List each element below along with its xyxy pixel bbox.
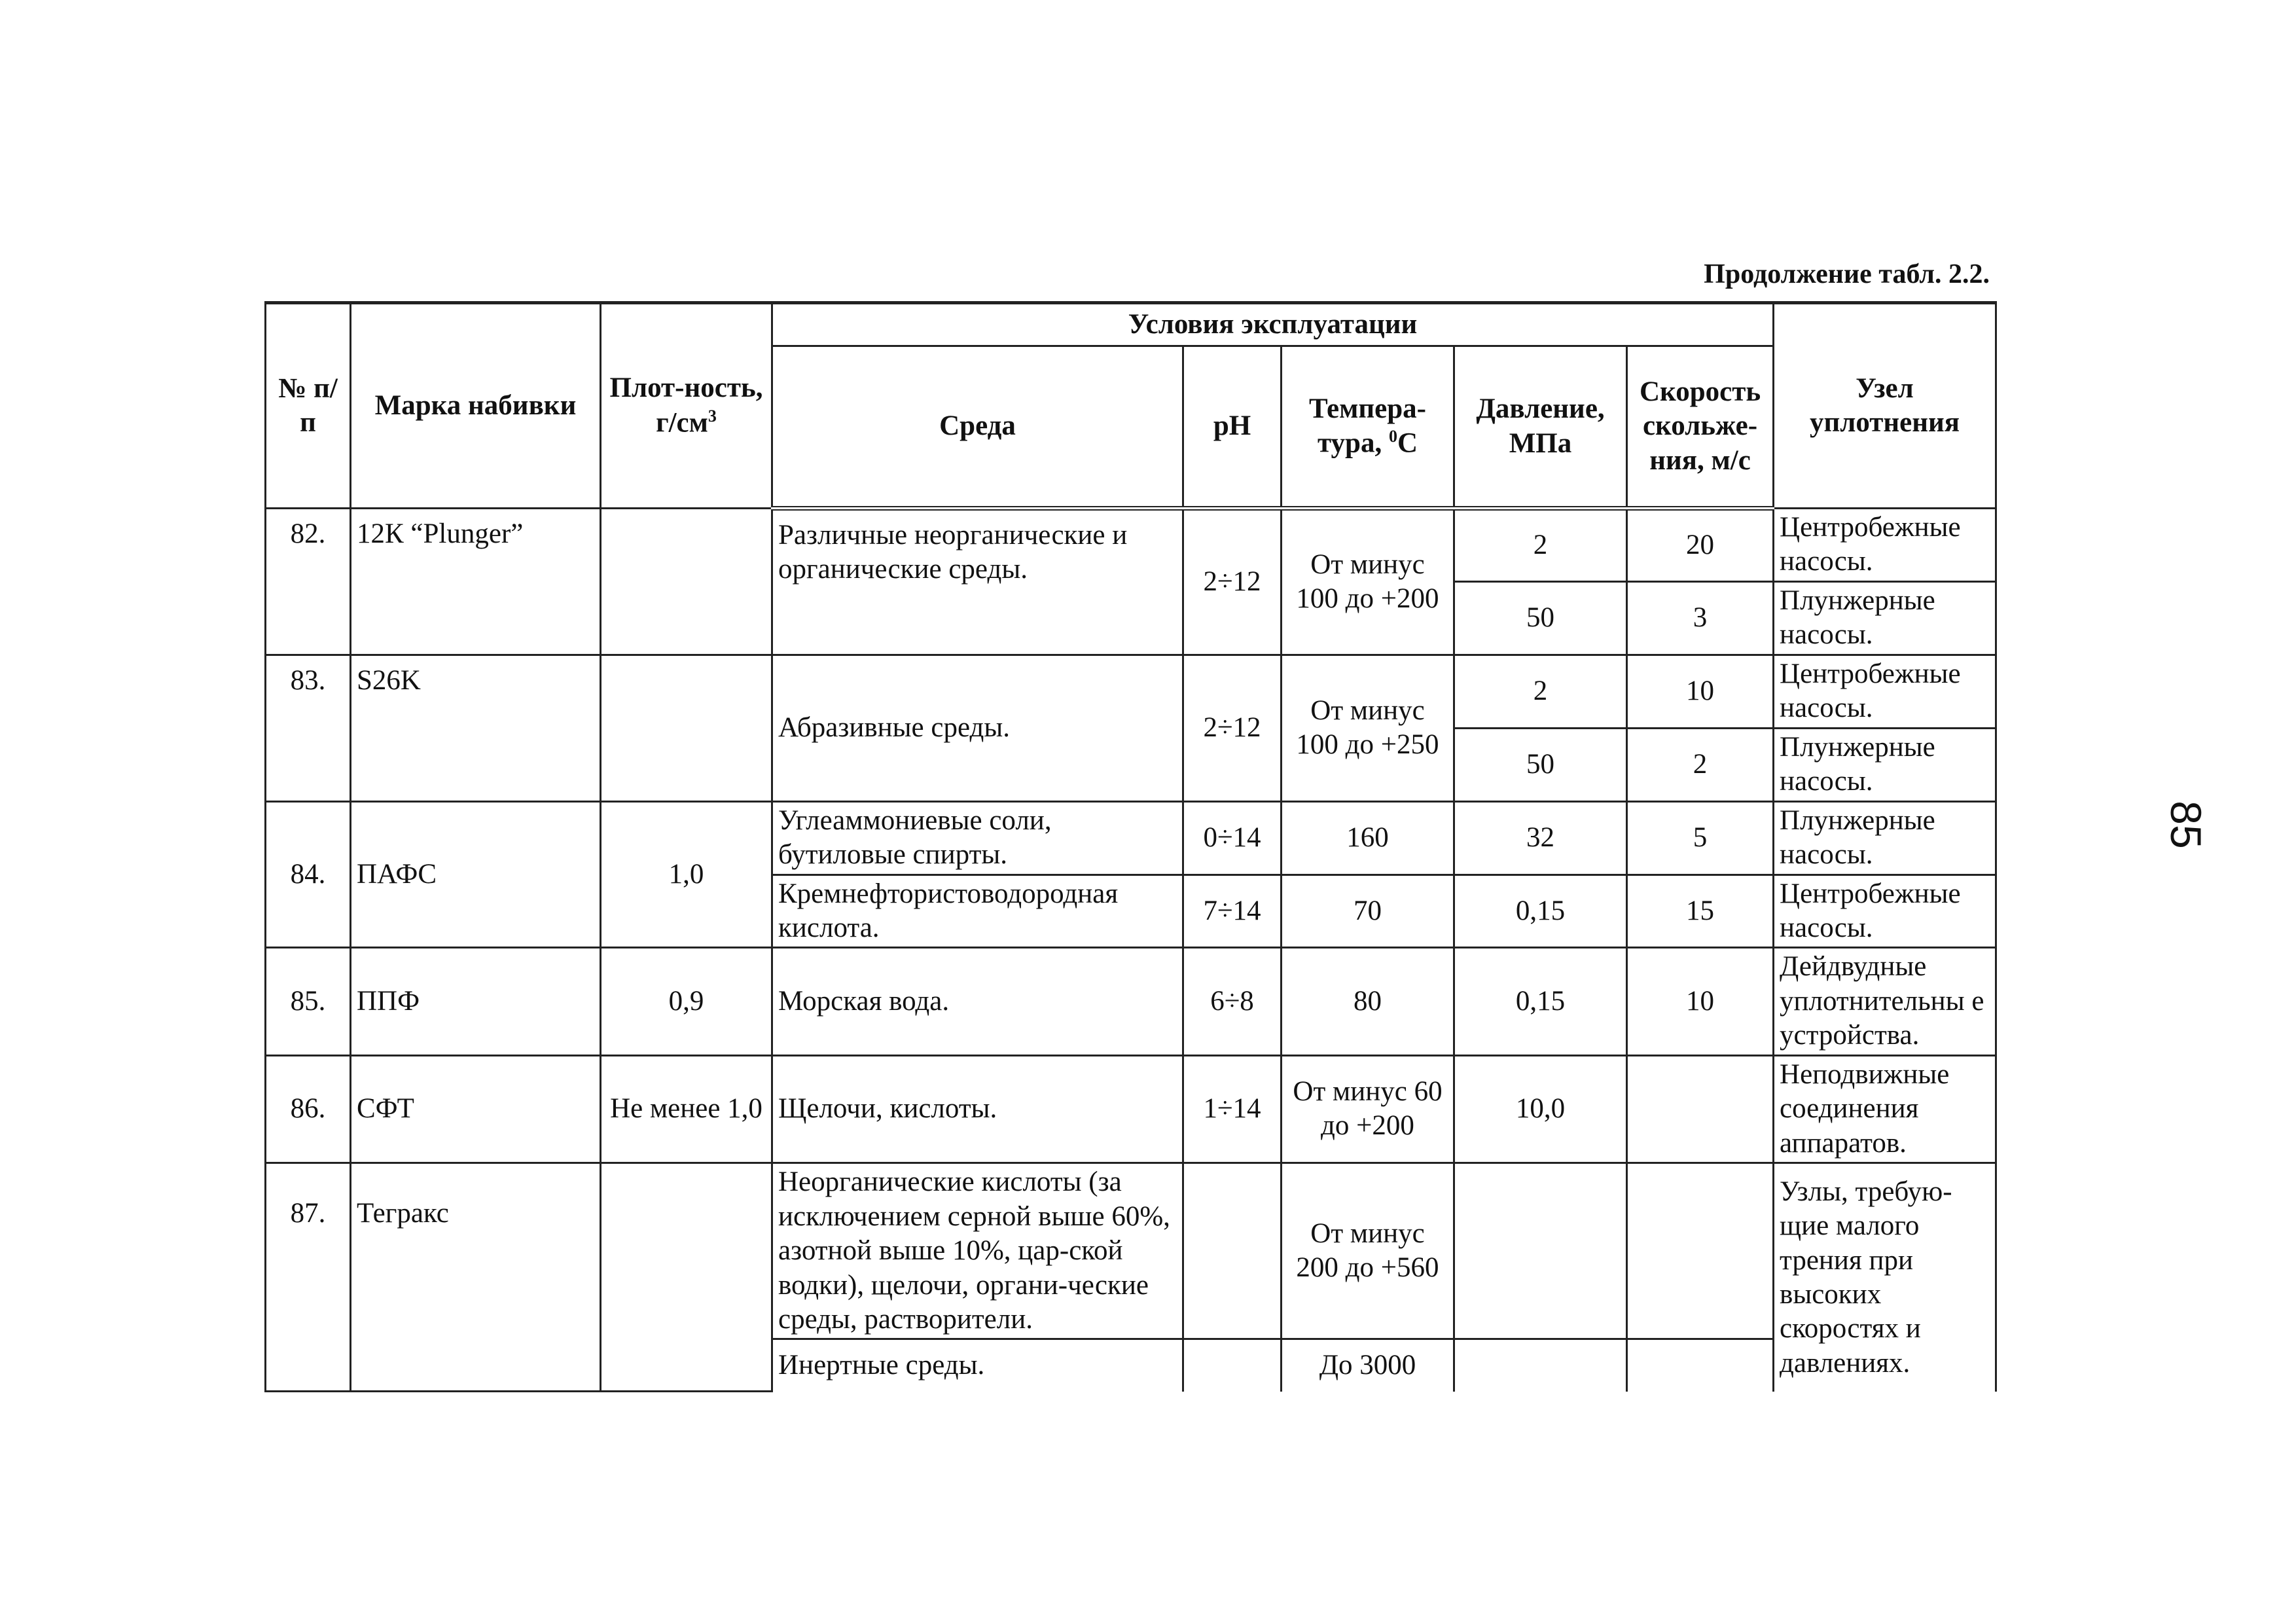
cell-pressure: [1454, 1339, 1627, 1392]
header-temperature-sup: 0: [1388, 427, 1397, 446]
header-speed: Скорость скольже-ния, м/с: [1627, 346, 1774, 509]
cell-pressure: [1454, 1163, 1627, 1339]
table-row: [266, 801, 1996, 875]
cell-unit: Плунжерные насосы.: [1774, 801, 1996, 875]
cell-temperature: До 3000: [1282, 1339, 1454, 1392]
header-ph: рН: [1183, 346, 1282, 509]
cell-temperature: 160: [1282, 801, 1454, 875]
table-row: [266, 948, 1996, 1055]
cell-density: Не менее 1,0: [601, 1055, 772, 1163]
cell-medium: Абразивные среды.: [772, 655, 1183, 801]
cell-pressure: 50: [1454, 581, 1627, 655]
cell-density: [601, 655, 772, 801]
cell-unit: Центробежные насосы.: [1774, 655, 1996, 728]
cell-num: 85.: [266, 948, 351, 1055]
header-density: [601, 303, 772, 509]
cell-pressure: 50: [1454, 728, 1627, 801]
cell-temperature: От минус 60 до +200: [1282, 1055, 1454, 1163]
cell-speed: 5: [1627, 801, 1774, 875]
cell-medium: Щелочи, кислоты.: [772, 1055, 1183, 1163]
header-density-sup: 3: [708, 406, 717, 425]
header-temperature: [1282, 346, 1454, 509]
header-medium: Среда: [772, 346, 1183, 509]
cell-brand: Тегракс: [351, 1163, 601, 1392]
cell-ph: 2÷12: [1183, 655, 1282, 801]
cell-unit: Дейдвудные уплотнительны е устройства.: [1774, 948, 1996, 1055]
cell-unit: Центробежные насосы.: [1774, 875, 1996, 948]
cell-speed: [1627, 1055, 1774, 1163]
cell-density: 0,9: [601, 948, 772, 1055]
cell-density: [601, 509, 772, 655]
page-number: 85: [2162, 801, 2210, 849]
cell-density: 1,0: [601, 801, 772, 948]
cell-num: 83.: [266, 655, 351, 801]
cell-speed: 2: [1627, 728, 1774, 801]
cell-medium: Различные неорганические и органические среды.: [772, 509, 1183, 655]
header-brand: Марка набивки: [351, 303, 601, 509]
cell-num: 86.: [266, 1055, 351, 1163]
header-density-text: Плот-ность, г/см: [609, 372, 763, 439]
cell-medium: Кремнефтористоводородная кислота.: [772, 875, 1183, 948]
cell-speed: 20: [1627, 509, 1774, 582]
cell-speed: [1627, 1339, 1774, 1392]
header-pressure: Давление, МПа: [1454, 346, 1627, 509]
cell-ph: 6÷8: [1183, 948, 1282, 1055]
header-unit: Узел уплотнения: [1774, 303, 1996, 509]
cell-brand: 12К “Plunger”: [351, 509, 601, 655]
cell-medium: Инертные среды.: [772, 1339, 1183, 1392]
cell-speed: 10: [1627, 948, 1774, 1055]
cell-pressure: 2: [1454, 655, 1627, 728]
cell-medium: Неорганические кислоты (за исключением серной выше 60%, азотной выше 10%, цар-ской водки), щелочи, органи-ческие среды, растворители.: [772, 1163, 1183, 1339]
cell-brand: ППФ: [351, 948, 601, 1055]
cell-ph: 7÷14: [1183, 875, 1282, 948]
cell-temperature: От минус 100 до +200: [1282, 509, 1454, 655]
cell-ph: [1183, 1339, 1282, 1392]
cell-ph: 2÷12: [1183, 509, 1282, 655]
packing-table: [264, 301, 1997, 1392]
cell-density: [601, 1163, 772, 1392]
header-conditions: Условия эксплуатации: [772, 303, 1774, 346]
cell-num: 82.: [266, 509, 351, 655]
cell-speed: [1627, 1163, 1774, 1339]
cell-unit: Неподвижные соединения аппаратов.: [1774, 1055, 1996, 1163]
cell-ph: [1183, 1163, 1282, 1339]
table-row: [266, 1163, 1996, 1339]
cell-unit: Плунжерные насосы.: [1774, 581, 1996, 655]
table-row: [266, 1055, 1996, 1163]
cell-temperature: 70: [1282, 875, 1454, 948]
cell-pressure: 10,0: [1454, 1055, 1627, 1163]
cell-speed: 10: [1627, 655, 1774, 728]
cell-ph: 0÷14: [1183, 801, 1282, 875]
cell-unit: Плунжерные насосы.: [1774, 728, 1996, 801]
cell-brand: ПАФС: [351, 801, 601, 948]
cell-unit: Узлы, требую-щие малого трения при высоких скоростях и давлениях.: [1774, 1163, 1996, 1392]
cell-temperature: От минус 200 до +560: [1282, 1163, 1454, 1339]
table-row: [266, 655, 1996, 728]
cell-temperature: От минус 100 до +250: [1282, 655, 1454, 801]
table-caption: Продолжение табл. 2.2.: [1704, 259, 1990, 289]
cell-num: 87.: [266, 1163, 351, 1392]
cell-medium: Морская вода.: [772, 948, 1183, 1055]
header-num: № п/п: [266, 303, 351, 509]
cell-pressure: 2: [1454, 509, 1627, 582]
cell-pressure: 0,15: [1454, 875, 1627, 948]
cell-speed: 15: [1627, 875, 1774, 948]
header-temperature-text: Темпера-тура,: [1308, 393, 1426, 459]
cell-pressure: 0,15: [1454, 948, 1627, 1055]
table-row: [266, 509, 1996, 582]
cell-temperature: 80: [1282, 948, 1454, 1055]
cell-brand: СФТ: [351, 1055, 601, 1163]
header-temperature-unit: С: [1397, 427, 1418, 459]
cell-medium: Углеаммониевые соли, бутиловые спирты.: [772, 801, 1183, 875]
cell-unit: Центробежные насосы.: [1774, 509, 1996, 582]
cell-pressure: 32: [1454, 801, 1627, 875]
cell-ph: 1÷14: [1183, 1055, 1282, 1163]
cell-num: 84.: [266, 801, 351, 948]
cell-brand: S26K: [351, 655, 601, 801]
cell-speed: 3: [1627, 581, 1774, 655]
